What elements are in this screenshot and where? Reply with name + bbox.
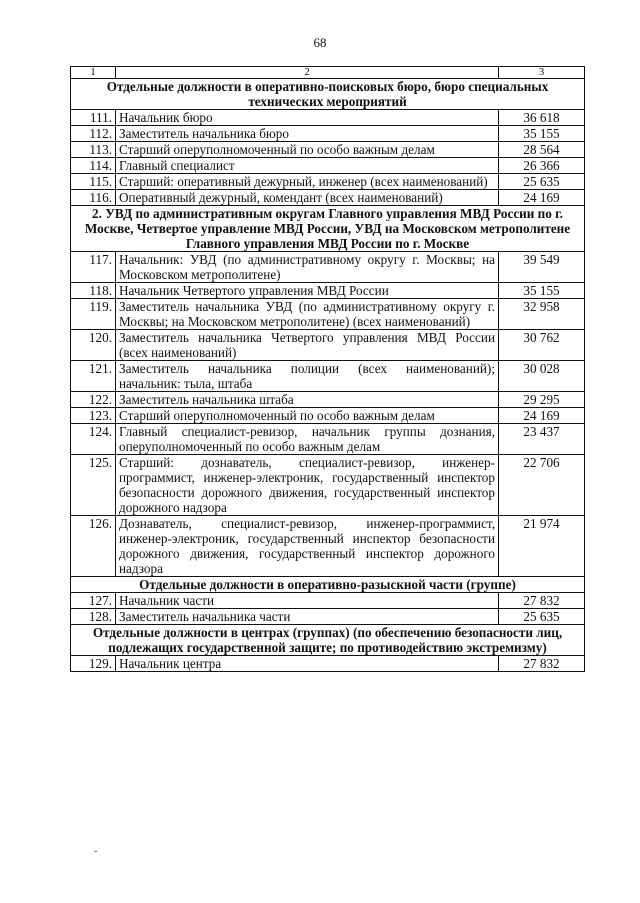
section-title: Отдельные должности в оперативно-разыскной части (группе) [71, 577, 585, 593]
position-title: Старший: дознаватель, специалист-ревизор, инженер-программист, инженер-электроник, государственный инспектор безопасности дорожного движения, государственный инспектор дорожного надзора [116, 455, 499, 516]
salary-table [70, 66, 585, 672]
table-row [71, 142, 585, 158]
table-row [71, 299, 585, 330]
salary-amount: 30 762 [499, 330, 585, 361]
table-row [71, 424, 585, 455]
position-title: Начальник: УВД (по административному округу г. Москвы; на Московском метрополитене) [116, 252, 499, 283]
section-header-row [71, 206, 585, 252]
position-title: Заместитель начальника УВД (по административному округу г. Москвы; на Московском метрополитене) (всех наименований) [116, 299, 499, 330]
row-number: 112. [71, 126, 116, 142]
position-title: Начальник части [116, 593, 499, 609]
salary-amount: 35 155 [499, 283, 585, 299]
section-header-row [71, 79, 585, 110]
row-number: 127. [71, 593, 116, 609]
salary-amount: 24 169 [499, 408, 585, 424]
table-row [71, 361, 585, 392]
row-number: 117. [71, 252, 116, 283]
row-number: 113. [71, 142, 116, 158]
position-title: Начальник бюро [116, 110, 499, 126]
salary-amount: 36 618 [499, 110, 585, 126]
row-number: 123. [71, 408, 116, 424]
salary-amount: 27 832 [499, 656, 585, 672]
section-title: 2. УВД по административным округам Главного управления МВД России по г. Москве, Четвертое управление МВД России, УВД на Московском метрополитене Главного управления МВД России по г. Москве [71, 206, 585, 252]
position-title: Начальник центра [116, 656, 499, 672]
salary-amount: 35 155 [499, 126, 585, 142]
row-number: 119. [71, 299, 116, 330]
position-title: Заместитель начальника Четвертого управления МВД России (всех наименований) [116, 330, 499, 361]
table-row [71, 158, 585, 174]
row-number: 122. [71, 392, 116, 408]
row-number: 121. [71, 361, 116, 392]
table-row [71, 593, 585, 609]
row-number: 120. [71, 330, 116, 361]
position-title: Старший оперуполномоченный по особо важным делам [116, 142, 499, 158]
salary-amount: 32 958 [499, 299, 585, 330]
salary-amount: 26 366 [499, 158, 585, 174]
column-header-2: 2 [116, 67, 499, 79]
table-row [71, 330, 585, 361]
row-number: 116. [71, 190, 116, 206]
table-row [71, 609, 585, 625]
section-header-row [71, 577, 585, 593]
scan-mark: ˘ [94, 850, 98, 861]
table-row [71, 392, 585, 408]
position-title: Заместитель начальника части [116, 609, 499, 625]
table-row [71, 110, 585, 126]
row-number: 111. [71, 110, 116, 126]
position-title: Старший оперуполномоченный по особо важным делам [116, 408, 499, 424]
salary-amount: 39 549 [499, 252, 585, 283]
table-row [71, 126, 585, 142]
page-number: 68 [313, 35, 327, 50]
position-title: Заместитель начальника бюро [116, 126, 499, 142]
column-header-1: 1 [71, 67, 116, 79]
salary-amount: 25 635 [499, 609, 585, 625]
salary-amount: 24 169 [499, 190, 585, 206]
row-number: 124. [71, 424, 116, 455]
table-row [71, 252, 585, 283]
position-title: Главный специалист-ревизор, начальник группы дознания, оперуполномоченный по особо важным делам [116, 424, 499, 455]
salary-amount: 27 832 [499, 593, 585, 609]
row-number: 125. [71, 455, 116, 516]
table-body [71, 79, 585, 672]
table-row [71, 408, 585, 424]
row-number: 128. [71, 609, 116, 625]
salary-amount: 28 564 [499, 142, 585, 158]
position-title: Заместитель начальника полиции (всех наименований); начальник: тыла, штаба [116, 361, 499, 392]
section-header-row [71, 625, 585, 656]
row-number: 126. [71, 516, 116, 577]
table-row [71, 190, 585, 206]
section-title: Отдельные должности в центрах (группах) (по обеспечению безопасности лиц, подлежащих государственной защите; по противодействию экстремизму) [71, 625, 585, 656]
table-row [71, 283, 585, 299]
table-row [71, 656, 585, 672]
salary-amount: 21 974 [499, 516, 585, 577]
salary-amount: 23 437 [499, 424, 585, 455]
position-title: Старший: оперативный дежурный, инженер (всех наименований) [116, 174, 499, 190]
table-row [71, 516, 585, 577]
section-title: Отдельные должности в оперативно-поисковых бюро, бюро специальных технических мероприятий [71, 79, 585, 110]
row-number: 114. [71, 158, 116, 174]
position-title: Дознаватель, специалист-ревизор, инженер-программист, инженер-электроник, государственный инспектор безопасности дорожного движения, государственный инспектор дорожного надзора [116, 516, 499, 577]
row-number: 129. [71, 656, 116, 672]
table-row [71, 174, 585, 190]
table-row [71, 455, 585, 516]
position-title: Начальник Четвертого управления МВД России [116, 283, 499, 299]
position-title: Заместитель начальника штаба [116, 392, 499, 408]
position-title: Оперативный дежурный, комендант (всех наименований) [116, 190, 499, 206]
salary-amount: 29 295 [499, 392, 585, 408]
salary-amount: 25 635 [499, 174, 585, 190]
position-title: Главный специалист [116, 158, 499, 174]
row-number: 115. [71, 174, 116, 190]
salary-amount: 30 028 [499, 361, 585, 392]
salary-amount: 22 706 [499, 455, 585, 516]
column-header-row [71, 67, 585, 79]
column-header-3: 3 [499, 67, 585, 79]
row-number: 118. [71, 283, 116, 299]
